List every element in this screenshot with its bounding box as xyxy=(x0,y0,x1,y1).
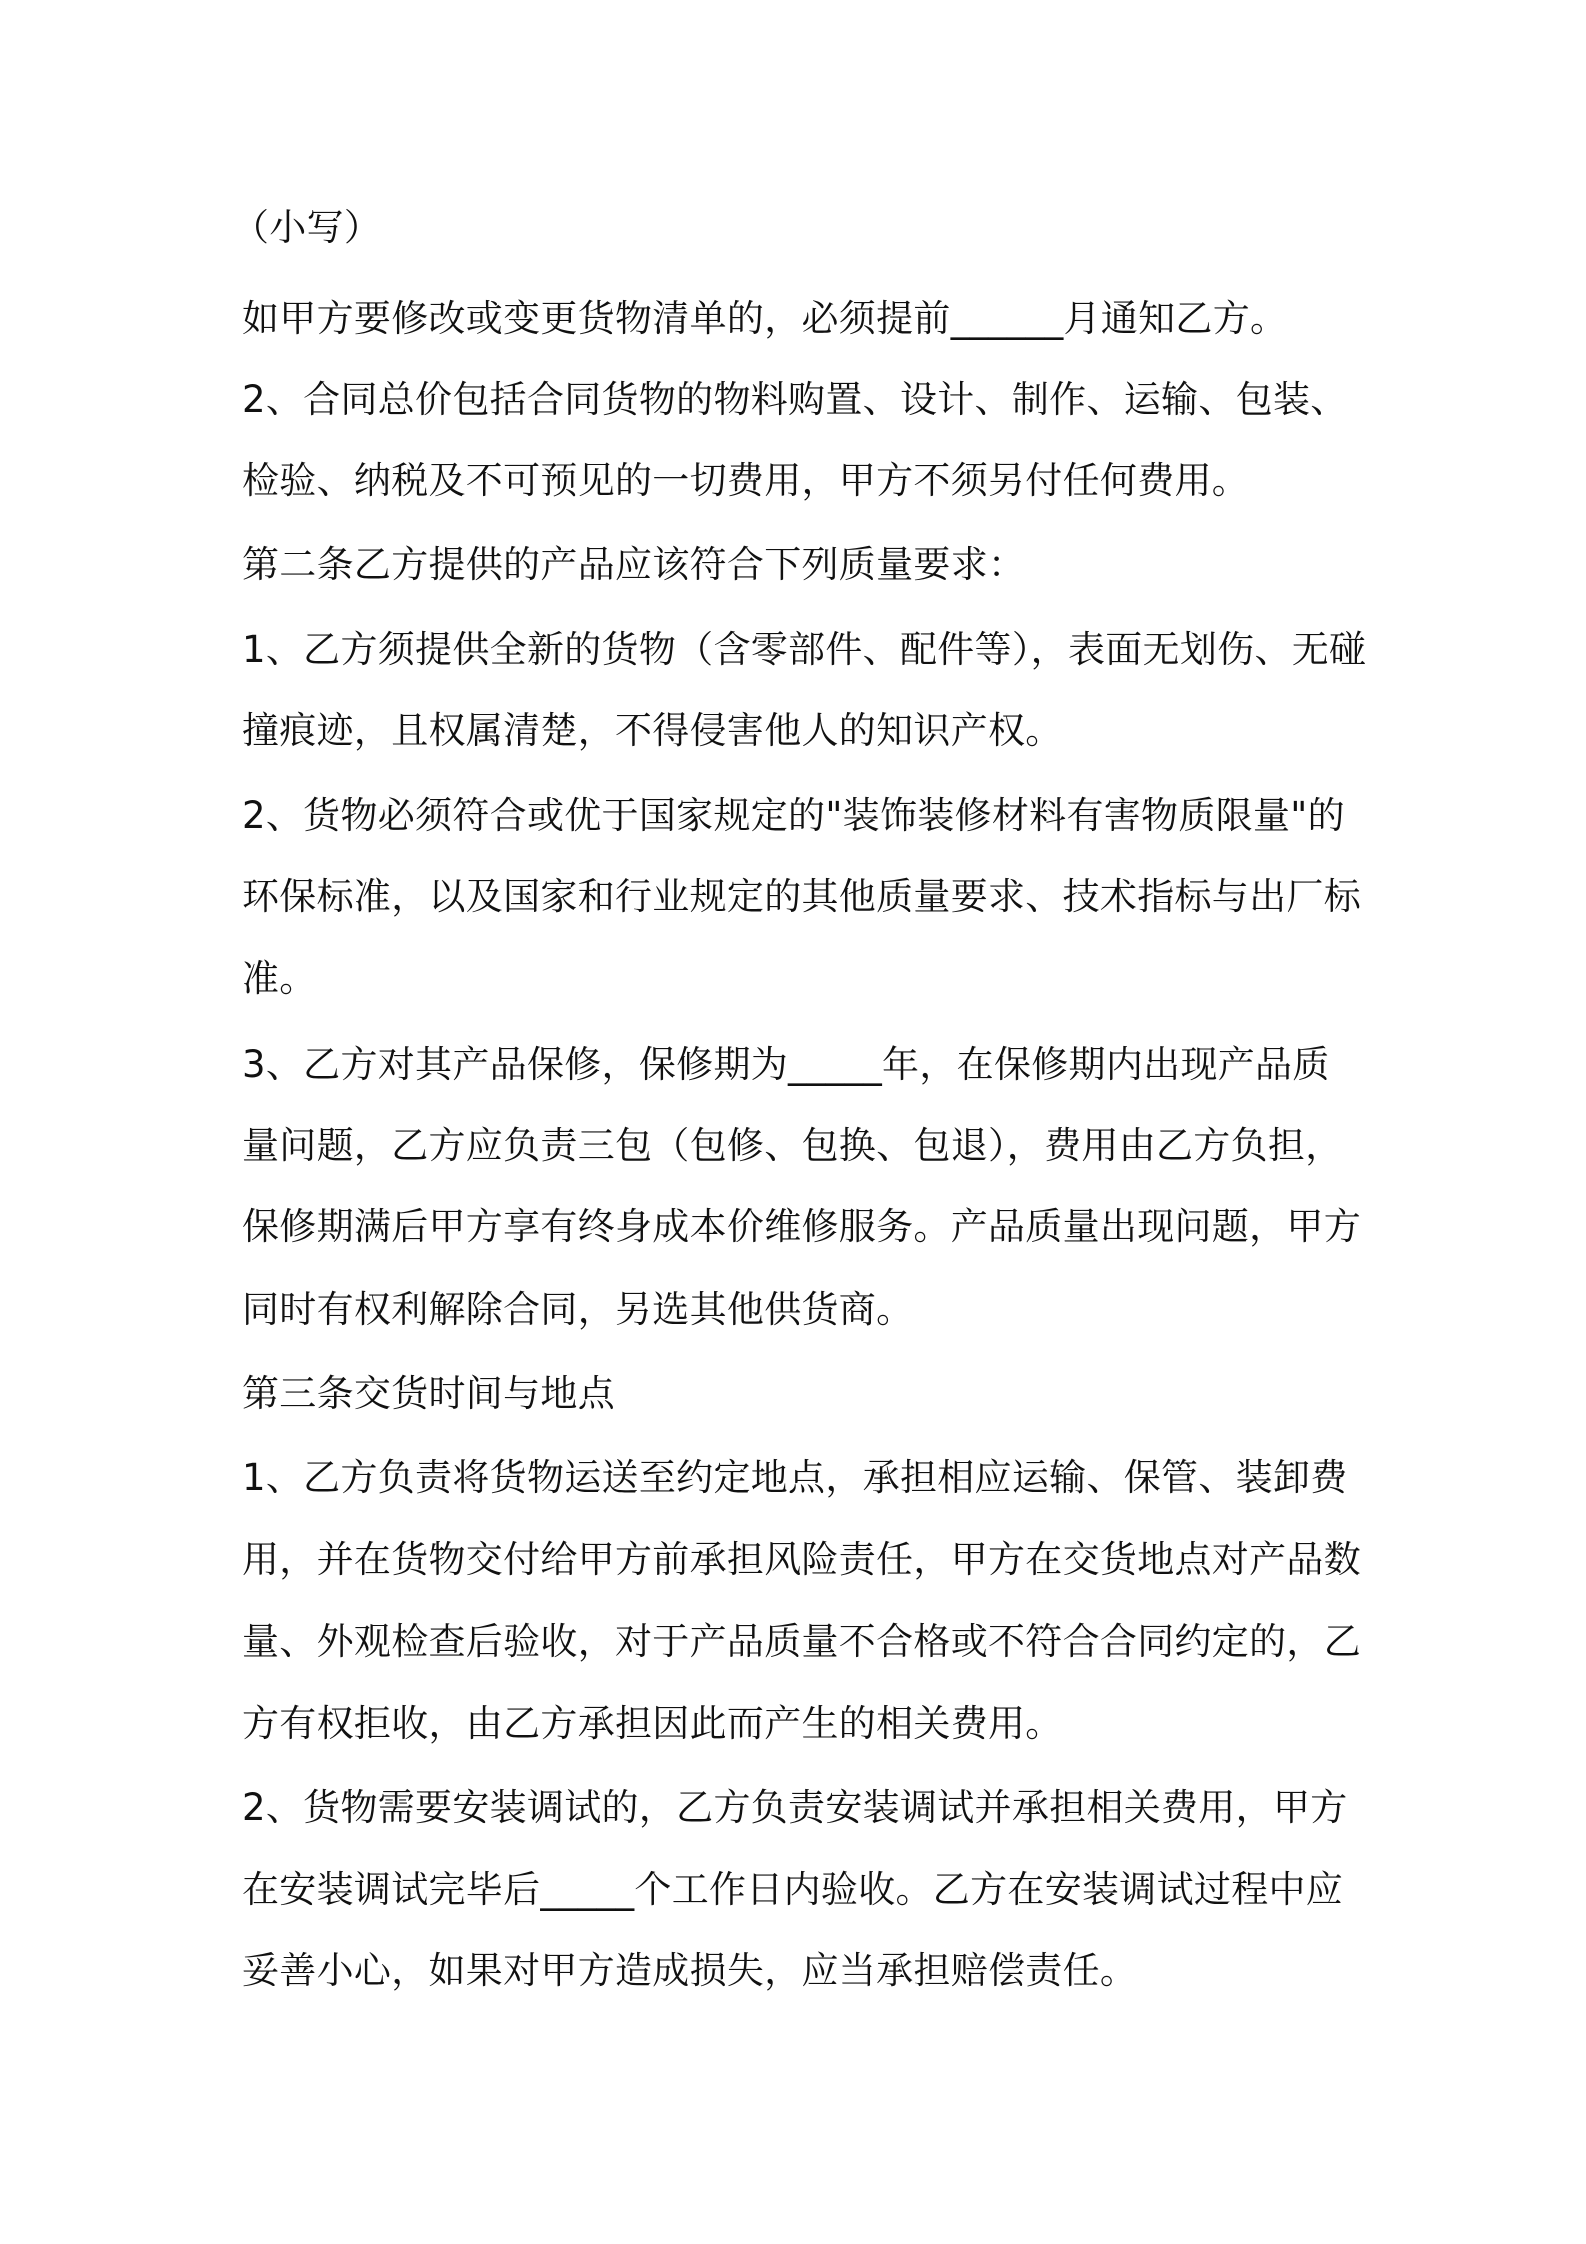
text-line: 保修期满后甲方享有终身成本价维修服务。产品质量出现问题，甲方 xyxy=(242,1205,1361,1248)
text-line: （小写） xyxy=(232,206,382,249)
text-line: 如甲方要修改或变更货物清单的，必须提前______月通知乙方。 xyxy=(242,297,1288,340)
text-line: 2、货物需要安装调试的，乙方负责安装调试并承担相关费用，甲方 xyxy=(242,1786,1348,1829)
section-heading: 第三条交货时间与地点 xyxy=(242,1372,615,1415)
text-line: 1、乙方须提供全新的货物（含零部件、配件等），表面无划伤、无碰 xyxy=(242,628,1367,671)
section-heading: 第二条乙方提供的产品应该符合下列质量要求： xyxy=(242,543,1026,586)
text-line: 1、乙方负责将货物运送至约定地点，承担相应运输、保管、装卸费 xyxy=(242,1456,1348,1499)
text-line: 2、货物必须符合或优于国家规定的"装饰装修材料有害物质限量"的 xyxy=(242,794,1345,837)
text-line: 妥善小心，如果对甲方造成损失，应当承担赔偿责任。 xyxy=(242,1949,1138,1992)
text-line: 准。 xyxy=(242,957,317,1000)
text-line: 撞痕迹，且权属清楚，不得侵害他人的知识产权。 xyxy=(242,709,1063,752)
text-line: 3、乙方对其产品保修，保修期为_____年，在保修期内出现产品质 xyxy=(242,1043,1330,1086)
text-line: 检验、纳税及不可预见的一切费用，甲方不须另付任何费用。 xyxy=(242,459,1250,502)
text-line: 在安装调试完毕后_____个工作日内验收。乙方在安装调试过程中应 xyxy=(242,1868,1344,1911)
text-line: 用，并在货物交付给甲方前承担风险责任，甲方在交货地点对产品数 xyxy=(242,1538,1361,1581)
text-line: 量、外观检查后验收，对于产品质量不合格或不符合合同约定的，乙 xyxy=(242,1620,1361,1663)
text-line: 同时有权利解除合同，另选其他供货商。 xyxy=(242,1288,914,1331)
text-line: 2、合同总价包括合同货物的物料购置、设计、制作、运输、包装、 xyxy=(242,378,1348,421)
text-line: 方有权拒收，由乙方承担因此而产生的相关费用。 xyxy=(242,1702,1063,1745)
text-line: 量问题，乙方应负责三包（包修、包换、包退），费用由乙方负担， xyxy=(242,1124,1343,1167)
text-line: 环保标准，以及国家和行业规定的其他质量要求、技术指标与出厂标 xyxy=(242,875,1361,918)
